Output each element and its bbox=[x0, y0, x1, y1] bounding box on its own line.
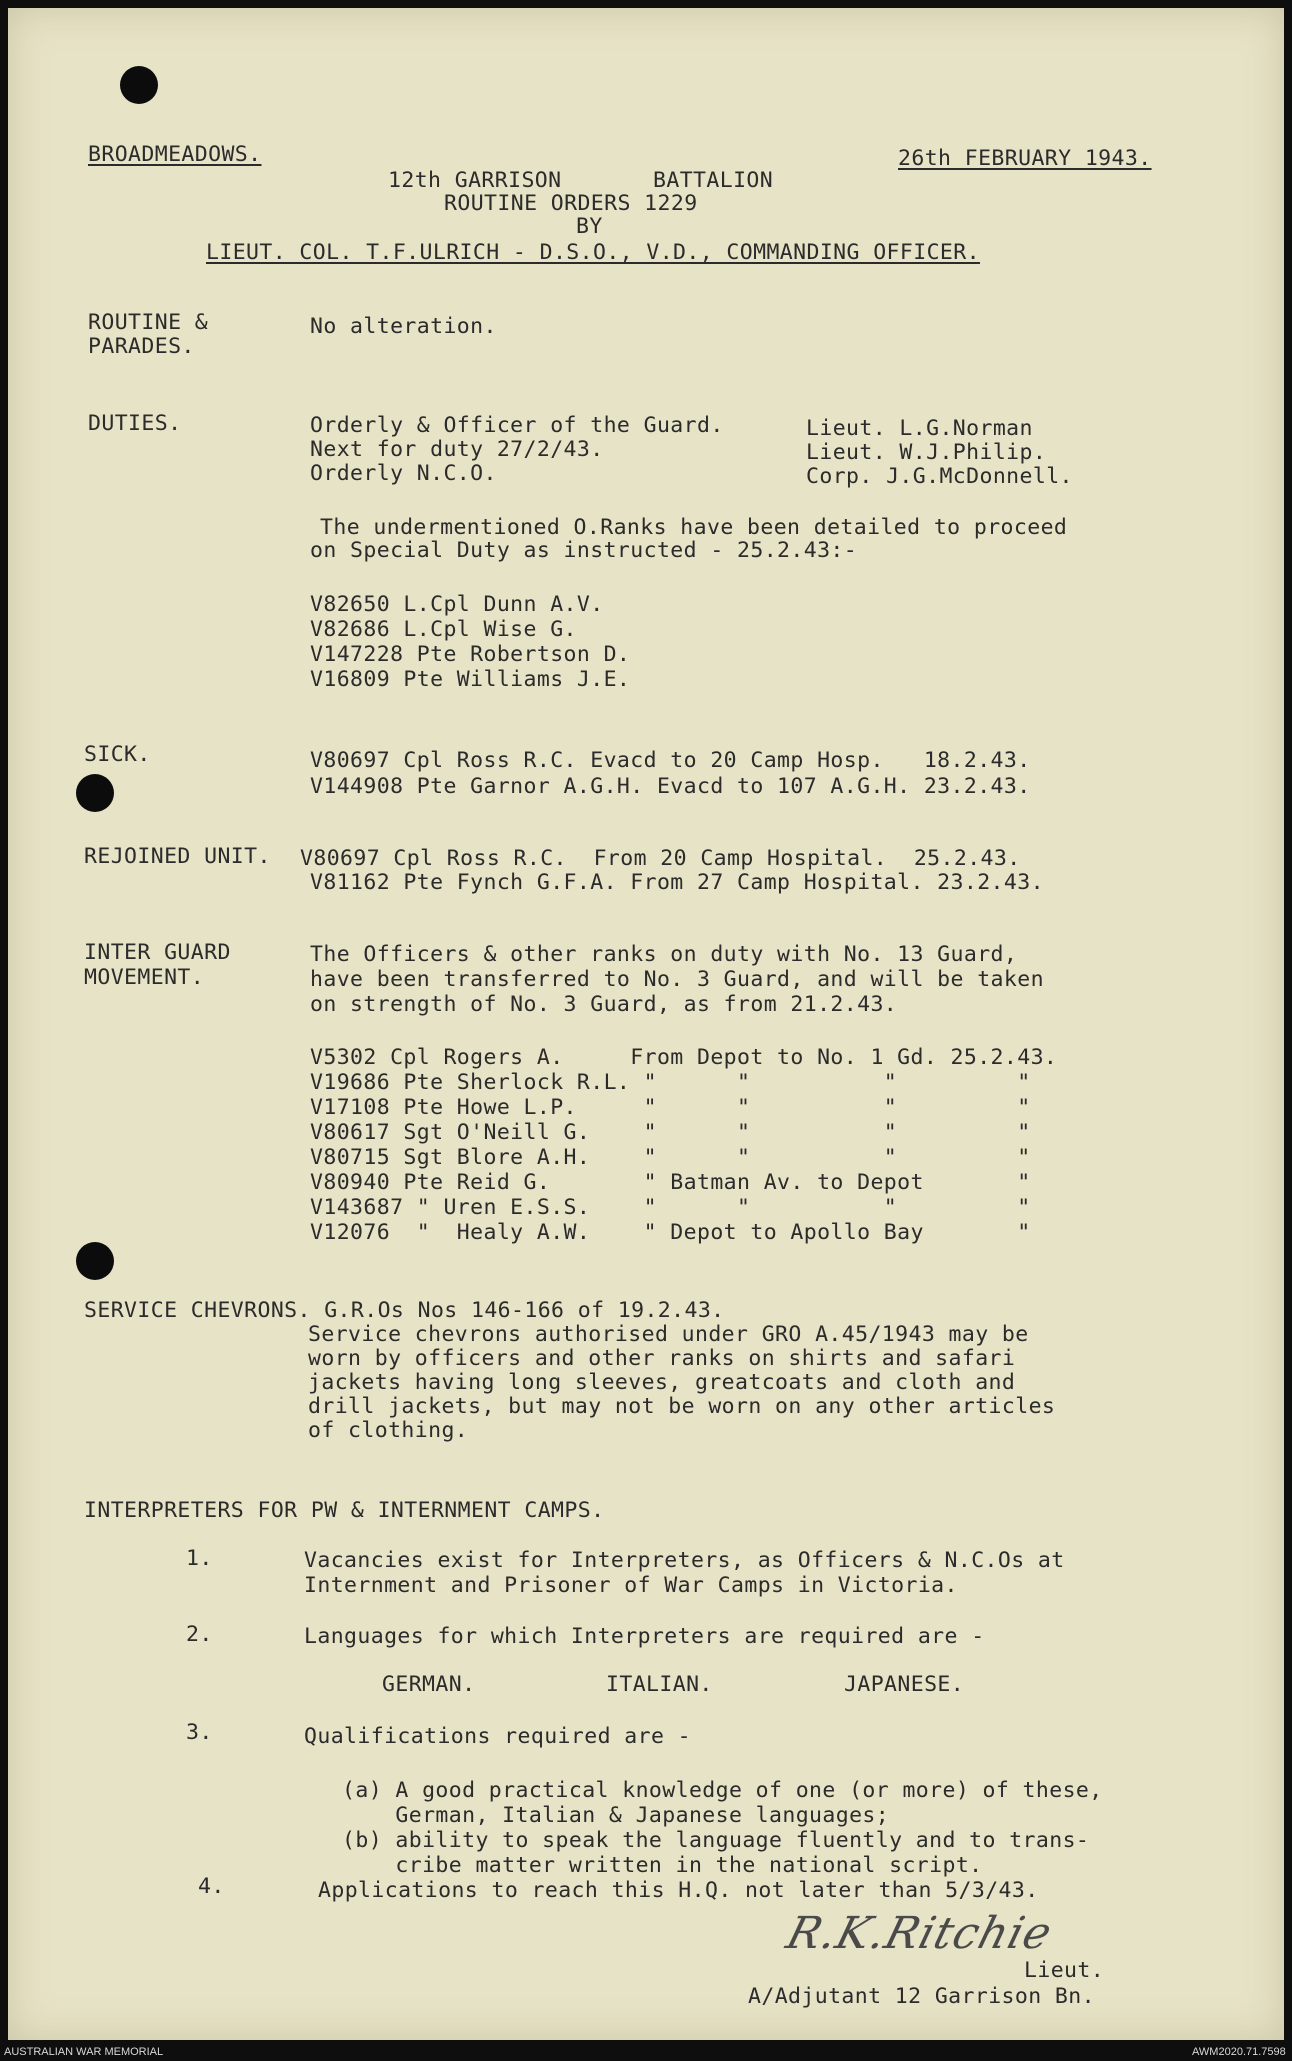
item-number: 3. bbox=[186, 1720, 213, 1745]
personnel-line: V16809 Pte Williams J.E. bbox=[310, 667, 631, 692]
inter-guard-label-2: MOVEMENT. bbox=[84, 965, 205, 990]
personnel-line: V147228 Pte Robertson D. bbox=[310, 642, 631, 667]
punch-hole bbox=[76, 1242, 114, 1280]
chevrons-heading: SERVICE CHEVRONS. G.R.Os Nos 146-166 of 19.2.43. bbox=[84, 1298, 725, 1323]
duties-note: The undermentioned O.Ranks have been detailed to proceed bbox=[320, 515, 1068, 540]
document-page bbox=[8, 8, 1284, 2040]
rejoined-line: V80697 Cpl Ross R.C. From 20 Camp Hospital. 25.2.43. bbox=[300, 846, 1021, 871]
item-number: 1. bbox=[186, 1546, 213, 1571]
move-line: V17108 Pte Howe L.P. " " " " bbox=[310, 1095, 1031, 1120]
interpreters-p2: Languages for which Interpreters are required are - bbox=[304, 1624, 985, 1649]
duty-row-left: Orderly N.C.O. bbox=[310, 461, 497, 486]
interpreters-p4: Applications to reach this H.Q. not later than 5/3/43. bbox=[318, 1878, 1039, 1903]
sick-label: SICK. bbox=[84, 742, 151, 767]
orders-number: ROUTINE ORDERS 1229 bbox=[444, 191, 698, 216]
inter-guard-label: INTER GUARD bbox=[84, 940, 231, 965]
sick-line: V144908 Pte Garnor A.G.H. Evacd to 107 A.G.H. 23.2.43. bbox=[310, 774, 1031, 799]
chevrons-line: drill jackets, but may not be worn on any other articles bbox=[308, 1394, 1056, 1419]
date: 26th FEBRUARY 1943. bbox=[898, 146, 1152, 171]
signature-title: A/Adjutant 12 Garrison Bn. bbox=[748, 1984, 1095, 2009]
language: GERMAN. bbox=[382, 1672, 476, 1697]
duty-row-left: Next for duty 27/2/43. bbox=[310, 437, 604, 462]
interpreters-p3: Qualifications required are - bbox=[304, 1724, 691, 1749]
rejoined-label: REJOINED UNIT. bbox=[84, 844, 271, 869]
duty-row-left: Orderly & Officer of the Guard. bbox=[310, 413, 724, 438]
move-line: V19686 Pte Sherlock R.L. " " " " bbox=[310, 1070, 1031, 1095]
duty-row-right: Lieut. L.G.Norman bbox=[806, 416, 1033, 441]
chevrons-line: jackets having long sleeves, greatcoats and cloth and bbox=[308, 1370, 1016, 1395]
personnel-line: V82686 L.Cpl Wise G. bbox=[310, 617, 577, 642]
rejoined-line: V81162 Pte Fynch G.F.A. From 27 Camp Hospital. 23.2.43. bbox=[310, 870, 1044, 895]
signature-rank: Lieut. bbox=[1024, 1958, 1105, 1983]
language: ITALIAN. bbox=[606, 1672, 713, 1697]
qualification-line: German, Italian & Japanese languages; bbox=[342, 1803, 890, 1828]
move-line: V80940 Pte Reid G. " Batman Av. to Depot " bbox=[310, 1170, 1031, 1195]
interpreters-heading: INTERPRETERS FOR PW & INTERNMENT CAMPS. bbox=[84, 1498, 605, 1523]
qualification-line: (a) A good practical knowledge of one (or more) of these, bbox=[342, 1778, 1103, 1803]
move-line: V80715 Sgt Blore A.H. " " " " bbox=[310, 1145, 1031, 1170]
move-line: V143687 " Uren E.S.S. " " " " bbox=[310, 1195, 1031, 1220]
qualification-line: cribe matter written in the national script. bbox=[342, 1853, 983, 1878]
unit-name: 12th GARRISON bbox=[388, 168, 562, 193]
duties-note-2: on Special Duty as instructed - 25.2.43:- bbox=[310, 538, 858, 563]
move-line: V80617 Sgt O'Neill G. " " " " bbox=[310, 1120, 1031, 1145]
unit-name-2: BATTALION bbox=[653, 168, 774, 193]
language: JAPANESE. bbox=[844, 1672, 965, 1697]
signature: R.K.Ritchie bbox=[781, 1908, 1058, 1959]
sick-line: V80697 Cpl Ross R.C. Evacd to 20 Camp Hosp. 18.2.43. bbox=[310, 748, 1031, 773]
interpreters-p1: Internment and Prisoner of War Camps in Victoria. bbox=[304, 1573, 958, 1598]
duty-row-right: Lieut. W.J.Philip. bbox=[806, 440, 1047, 465]
personnel-line: V82650 L.Cpl Dunn A.V. bbox=[310, 592, 604, 617]
item-number: 2. bbox=[186, 1622, 213, 1647]
commander: LIEUT. COL. T.F.ULRICH - D.S.O., V.D., COMMANDING OFFICER. bbox=[206, 240, 980, 265]
chevrons-line: Service chevrons authorised under GRO A.45/1943 may be bbox=[308, 1322, 1029, 1347]
move-line: V12076 " Healy A.W. " Depot to Apollo Bay " bbox=[310, 1220, 1031, 1245]
footer-reference: AWM2020.71.7598 bbox=[1192, 2046, 1286, 2058]
chevrons-line: of clothing. bbox=[308, 1418, 469, 1443]
place: BROADMEADOWS. bbox=[88, 142, 262, 167]
duty-row-right: Corp. J.G.McDonnell. bbox=[806, 464, 1073, 489]
punch-hole bbox=[76, 774, 114, 812]
footer-archive: AUSTRALIAN WAR MEMORIAL bbox=[4, 2046, 164, 2058]
inter-guard-para: have been transferred to No. 3 Guard, and will be taken bbox=[310, 967, 1044, 992]
item-number: 4. bbox=[198, 1874, 225, 1899]
chevrons-line: worn by officers and other ranks on shirts and safari bbox=[308, 1346, 1016, 1371]
routine-label: ROUTINE & bbox=[88, 310, 209, 335]
qualification-line: (b) ability to speak the language fluently and to trans- bbox=[342, 1828, 1090, 1853]
inter-guard-para: on strength of No. 3 Guard, as from 21.2.43. bbox=[310, 992, 898, 1017]
inter-guard-para: The Officers & other ranks on duty with No. 13 Guard, bbox=[310, 942, 1018, 967]
routine-text: No alteration. bbox=[310, 314, 497, 339]
punch-hole bbox=[120, 66, 158, 104]
duties-label: DUTIES. bbox=[88, 411, 182, 436]
move-line: V5302 Cpl Rogers A. From Depot to No. 1 Gd. 25.2.43. bbox=[310, 1045, 1058, 1070]
orders-by: BY bbox=[576, 214, 603, 239]
routine-label-2: PARADES. bbox=[88, 334, 195, 359]
interpreters-p1: Vacancies exist for Interpreters, as Officers & N.C.Os at bbox=[304, 1548, 1065, 1573]
